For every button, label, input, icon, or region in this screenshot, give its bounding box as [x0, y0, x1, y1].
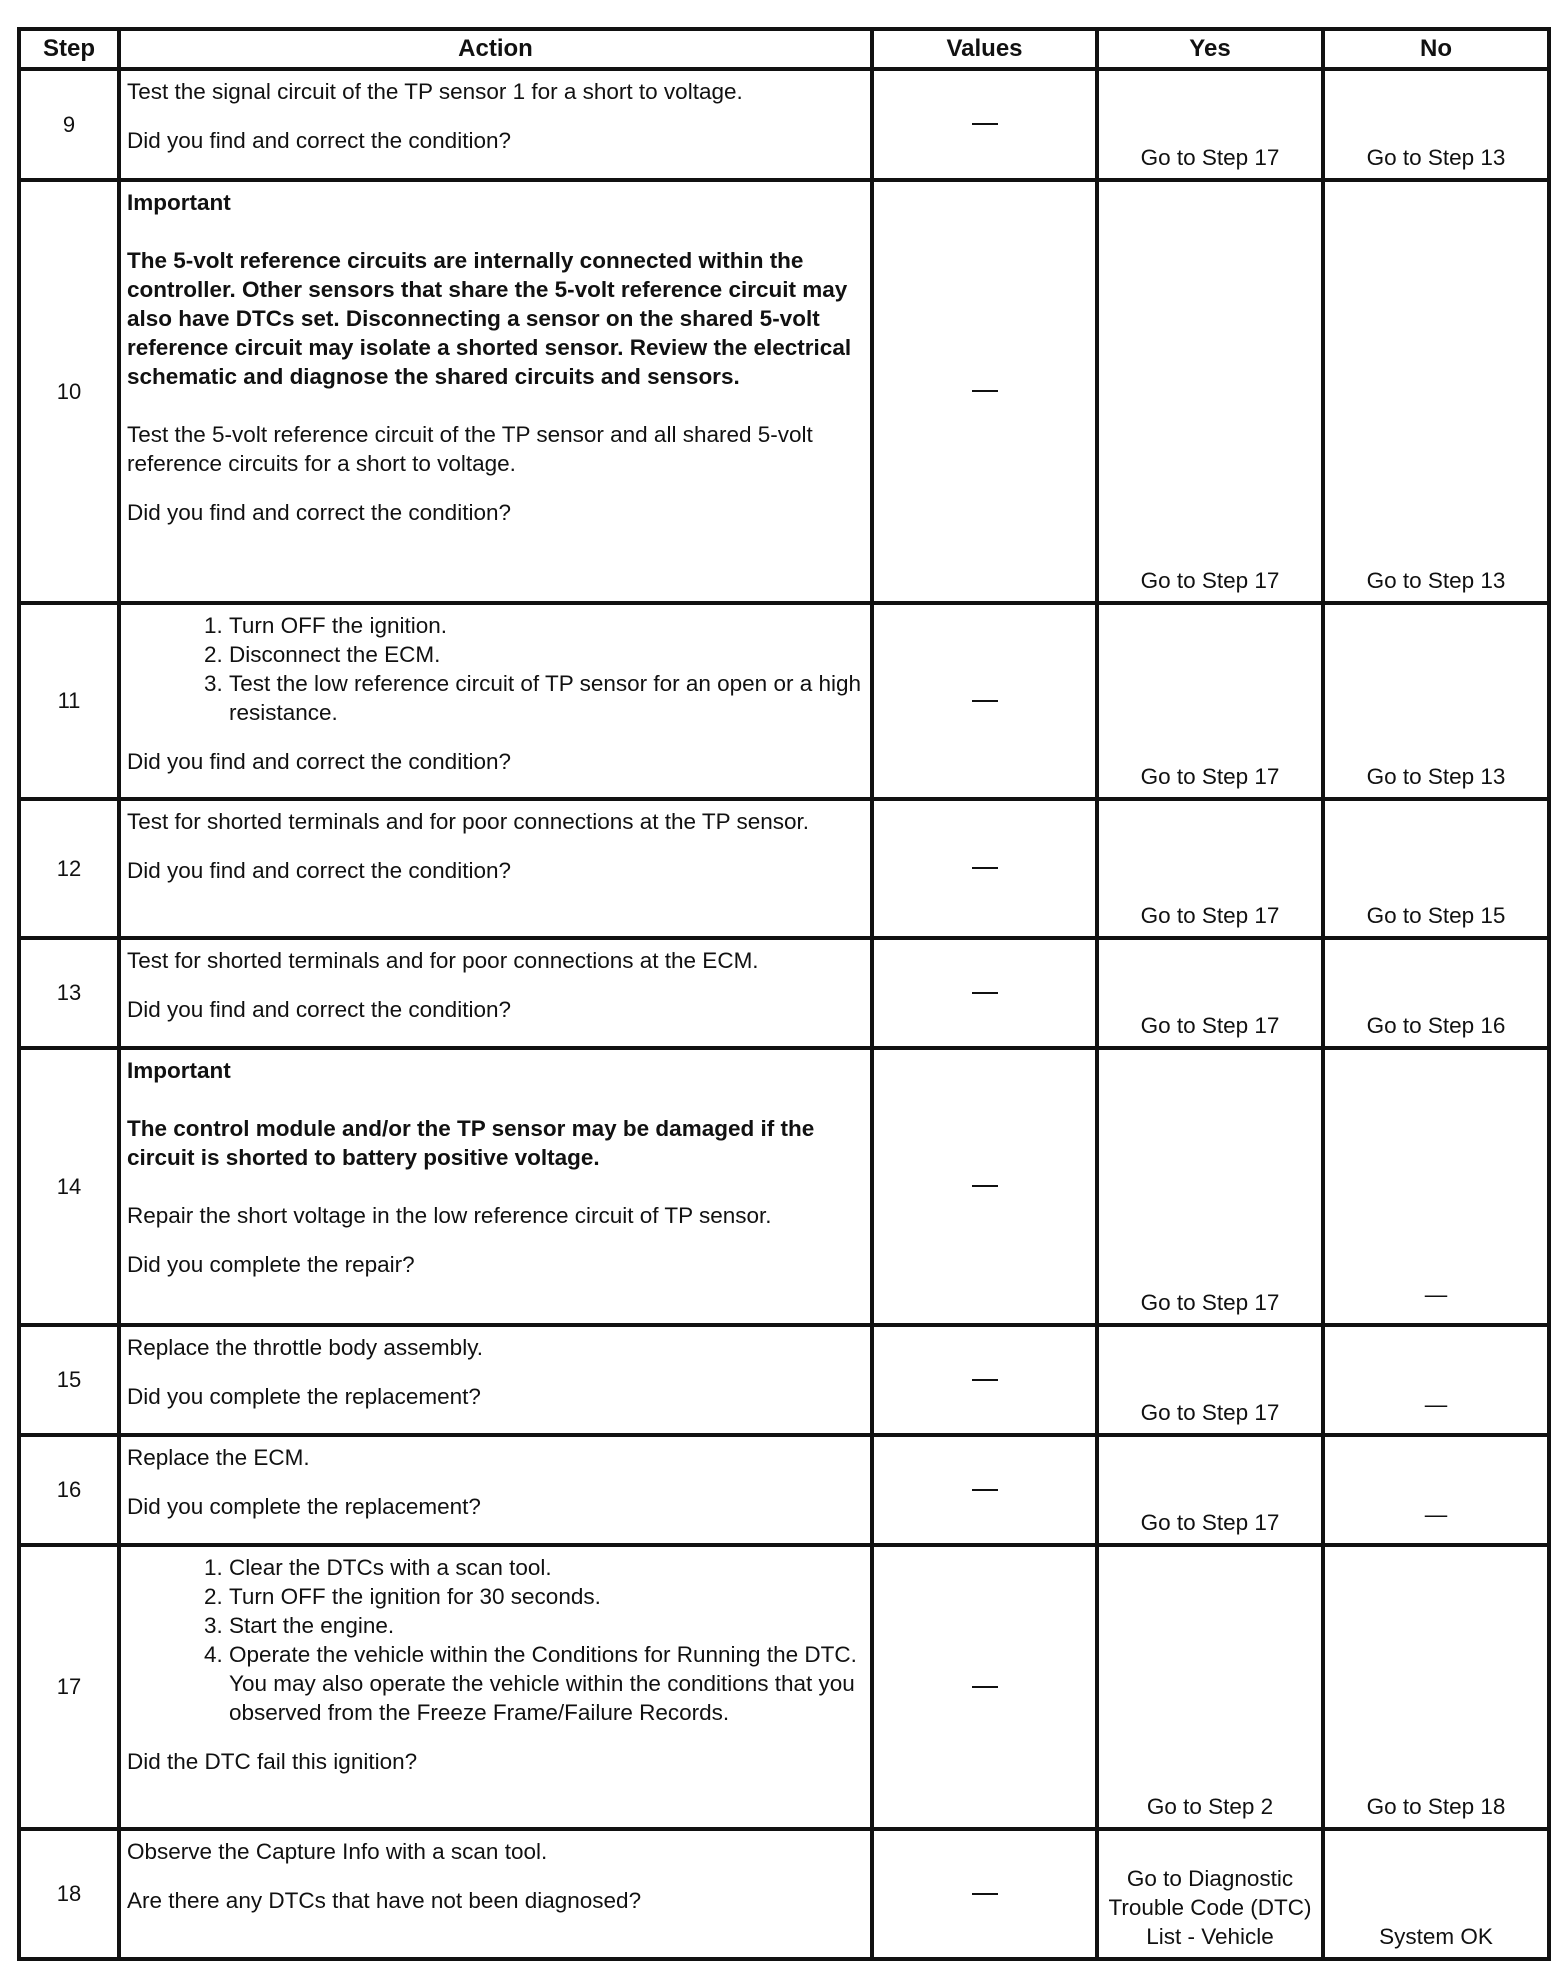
action-instruction: Observe the Capture Info with a scan tool.	[127, 1839, 548, 1864]
dash-icon	[972, 1686, 998, 1688]
step-number: 18	[19, 1829, 119, 1959]
table-row-step-14	[19, 1048, 1549, 1325]
action-cell	[119, 799, 872, 938]
no-cell	[1323, 1435, 1549, 1545]
header-row	[19, 29, 1549, 69]
action-cell	[119, 938, 872, 1048]
yes-answer: Go to Diagnostic Trouble Code (DTC) List - Vehicle	[1108, 1866, 1312, 1949]
action-instruction: Test for shorted terminals and for poor connections at the TP sensor.	[127, 809, 810, 834]
dash-icon	[972, 123, 998, 125]
important-label: Important	[127, 190, 231, 215]
no-cell	[1323, 603, 1549, 799]
values-cell	[872, 603, 1097, 799]
yes-answer: Go to Step 17	[1140, 903, 1280, 928]
no-answer: Go to Step 13	[1366, 764, 1506, 789]
values-cell	[872, 1325, 1097, 1435]
step-number: 12	[19, 799, 119, 938]
yes-cell	[1097, 799, 1323, 938]
no-answer: Go to Step 13	[1366, 145, 1506, 170]
yes-cell	[1097, 1435, 1323, 1545]
no-cell	[1323, 799, 1549, 938]
yes-cell	[1097, 603, 1323, 799]
values-cell	[872, 1545, 1097, 1829]
dash-icon	[972, 700, 998, 702]
values-cell	[872, 1048, 1097, 1325]
yes-answer: Go to Step 17	[1140, 145, 1280, 170]
action-instruction: Repair the short voltage in the low reference circuit of TP sensor.	[127, 1203, 772, 1228]
yes-cell	[1097, 1829, 1323, 1959]
action-cell	[119, 1829, 872, 1959]
values-cell	[872, 180, 1097, 603]
yes-cell	[1097, 1545, 1323, 1829]
no-answer: Go to Step 15	[1366, 903, 1506, 928]
action-question: Did the DTC fail this ignition?	[127, 1749, 418, 1774]
action-question: Did you find and correct the condition?	[127, 128, 511, 153]
no-answer: —	[1424, 1282, 1448, 1307]
dash-icon	[972, 390, 998, 392]
yes-cell	[1097, 180, 1323, 603]
no-answer: System OK	[1379, 1924, 1493, 1949]
header-yes: Yes	[1097, 29, 1323, 69]
no-answer: Go to Step 13	[1366, 568, 1506, 593]
important-label: Important	[127, 1058, 231, 1083]
important-note: The control module and/or the TP sensor may be damaged if the circuit is shorted to battery positive voltage.	[127, 1116, 815, 1170]
header-no: No	[1323, 29, 1549, 69]
list-item: 1. Clear the DTCs with a scan tool.	[229, 1553, 864, 1582]
dash-icon	[972, 1185, 998, 1187]
action-steps-list	[127, 611, 864, 727]
no-cell	[1323, 180, 1549, 603]
action-question: Did you complete the replacement?	[127, 1384, 481, 1409]
yes-cell	[1097, 1325, 1323, 1435]
action-cell	[119, 1325, 872, 1435]
action-instruction: Replace the ECM.	[127, 1445, 310, 1470]
yes-answer: Go to Step 2	[1146, 1794, 1274, 1819]
no-answer: —	[1424, 1392, 1448, 1417]
action-cell	[119, 1048, 872, 1325]
no-cell	[1323, 938, 1549, 1048]
action-question: Did you find and correct the condition?	[127, 997, 511, 1022]
values-cell	[872, 69, 1097, 180]
list-item: 1. Turn OFF the ignition.	[229, 611, 864, 640]
action-instruction: Test the signal circuit of the TP sensor 1 for a short to voltage.	[127, 79, 743, 104]
values-cell	[872, 799, 1097, 938]
values-cell	[872, 1829, 1097, 1959]
yes-answer: Go to Step 17	[1140, 1400, 1280, 1425]
no-answer: —	[1424, 1502, 1448, 1527]
action-question: Did you find and correct the condition?	[127, 858, 511, 883]
action-question: Are there any DTCs that have not been diagnosed?	[127, 1888, 642, 1913]
action-question: Did you find and correct the condition?	[127, 500, 511, 525]
action-cell	[119, 1545, 872, 1829]
yes-answer: Go to Step 17	[1140, 1013, 1280, 1038]
step-number: 13	[19, 938, 119, 1048]
no-cell	[1323, 1545, 1549, 1829]
diagnostic-table	[17, 27, 1551, 1961]
header-values: Values	[872, 29, 1097, 69]
yes-cell	[1097, 1048, 1323, 1325]
list-item: 3. Test the low reference circuit of TP sensor for an open or a high resistance.	[229, 669, 864, 727]
action-instruction: Test the 5-volt reference circuit of the TP sensor and all shared 5-volt reference circuits for a short to voltage.	[127, 422, 813, 476]
yes-answer: Go to Step 17	[1140, 764, 1280, 789]
values-cell	[872, 1435, 1097, 1545]
list-item: 3. Start the engine.	[229, 1611, 864, 1640]
table-row-step-18	[19, 1829, 1549, 1959]
yes-cell	[1097, 938, 1323, 1048]
step-number: 11	[19, 603, 119, 799]
no-cell	[1323, 69, 1549, 180]
no-cell	[1323, 1048, 1549, 1325]
header-action: Action	[119, 29, 872, 69]
yes-cell	[1097, 69, 1323, 180]
table-row-step-17	[19, 1545, 1549, 1829]
step-number: 16	[19, 1435, 119, 1545]
header-step: Step	[19, 29, 119, 69]
action-cell	[119, 180, 872, 603]
step-number: 10	[19, 180, 119, 603]
dash-icon	[972, 992, 998, 994]
action-cell	[119, 69, 872, 180]
step-number: 14	[19, 1048, 119, 1325]
dash-icon	[972, 1489, 998, 1491]
no-cell	[1323, 1325, 1549, 1435]
step-number: 15	[19, 1325, 119, 1435]
dash-icon	[972, 867, 998, 869]
table-row-step-12	[19, 799, 1549, 938]
list-item: 2. Disconnect the ECM.	[229, 640, 864, 669]
list-item: 2. Turn OFF the ignition for 30 seconds.	[229, 1582, 864, 1611]
values-cell	[872, 938, 1097, 1048]
table-row-step-15	[19, 1325, 1549, 1435]
no-answer: Go to Step 16	[1366, 1013, 1506, 1038]
important-note: The 5-volt reference circuits are internally connected within the controller. Other sensors that share the 5-volt reference circuit may also have DTCs set. Disconnecting a sensor on the shared 5-volt reference circuit may isolate a shorted sensor. Review the electrical schematic and diagnose the shared circuits and sensors.	[127, 248, 852, 389]
step-number: 9	[19, 69, 119, 180]
action-question: Did you complete the replacement?	[127, 1494, 481, 1519]
table-row-step-13	[19, 938, 1549, 1048]
yes-answer: Go to Step 17	[1140, 1290, 1280, 1315]
action-steps-list	[127, 1553, 864, 1727]
table-row-step-10	[19, 180, 1549, 603]
action-question: Did you complete the repair?	[127, 1252, 415, 1277]
table-row-step-9	[19, 69, 1549, 180]
no-cell	[1323, 1829, 1549, 1959]
dash-icon	[972, 1893, 998, 1895]
table-row-step-16	[19, 1435, 1549, 1545]
list-item: 4. Operate the vehicle within the Conditions for Running the DTC. You may also operate the vehicle within the conditions that you observed from the Freeze Frame/Failure Records.	[229, 1640, 864, 1727]
action-cell	[119, 1435, 872, 1545]
action-instruction: Replace the throttle body assembly.	[127, 1335, 484, 1360]
dash-icon	[972, 1379, 998, 1381]
yes-answer: Go to Step 17	[1140, 1510, 1280, 1535]
table-row-step-11	[19, 603, 1549, 799]
yes-answer: Go to Step 17	[1140, 568, 1280, 593]
no-answer: Go to Step 18	[1366, 1794, 1506, 1819]
step-number: 17	[19, 1545, 119, 1829]
action-instruction: Test for shorted terminals and for poor connections at the ECM.	[127, 948, 759, 973]
action-cell	[119, 603, 872, 799]
action-question: Did you find and correct the condition?	[127, 749, 511, 774]
